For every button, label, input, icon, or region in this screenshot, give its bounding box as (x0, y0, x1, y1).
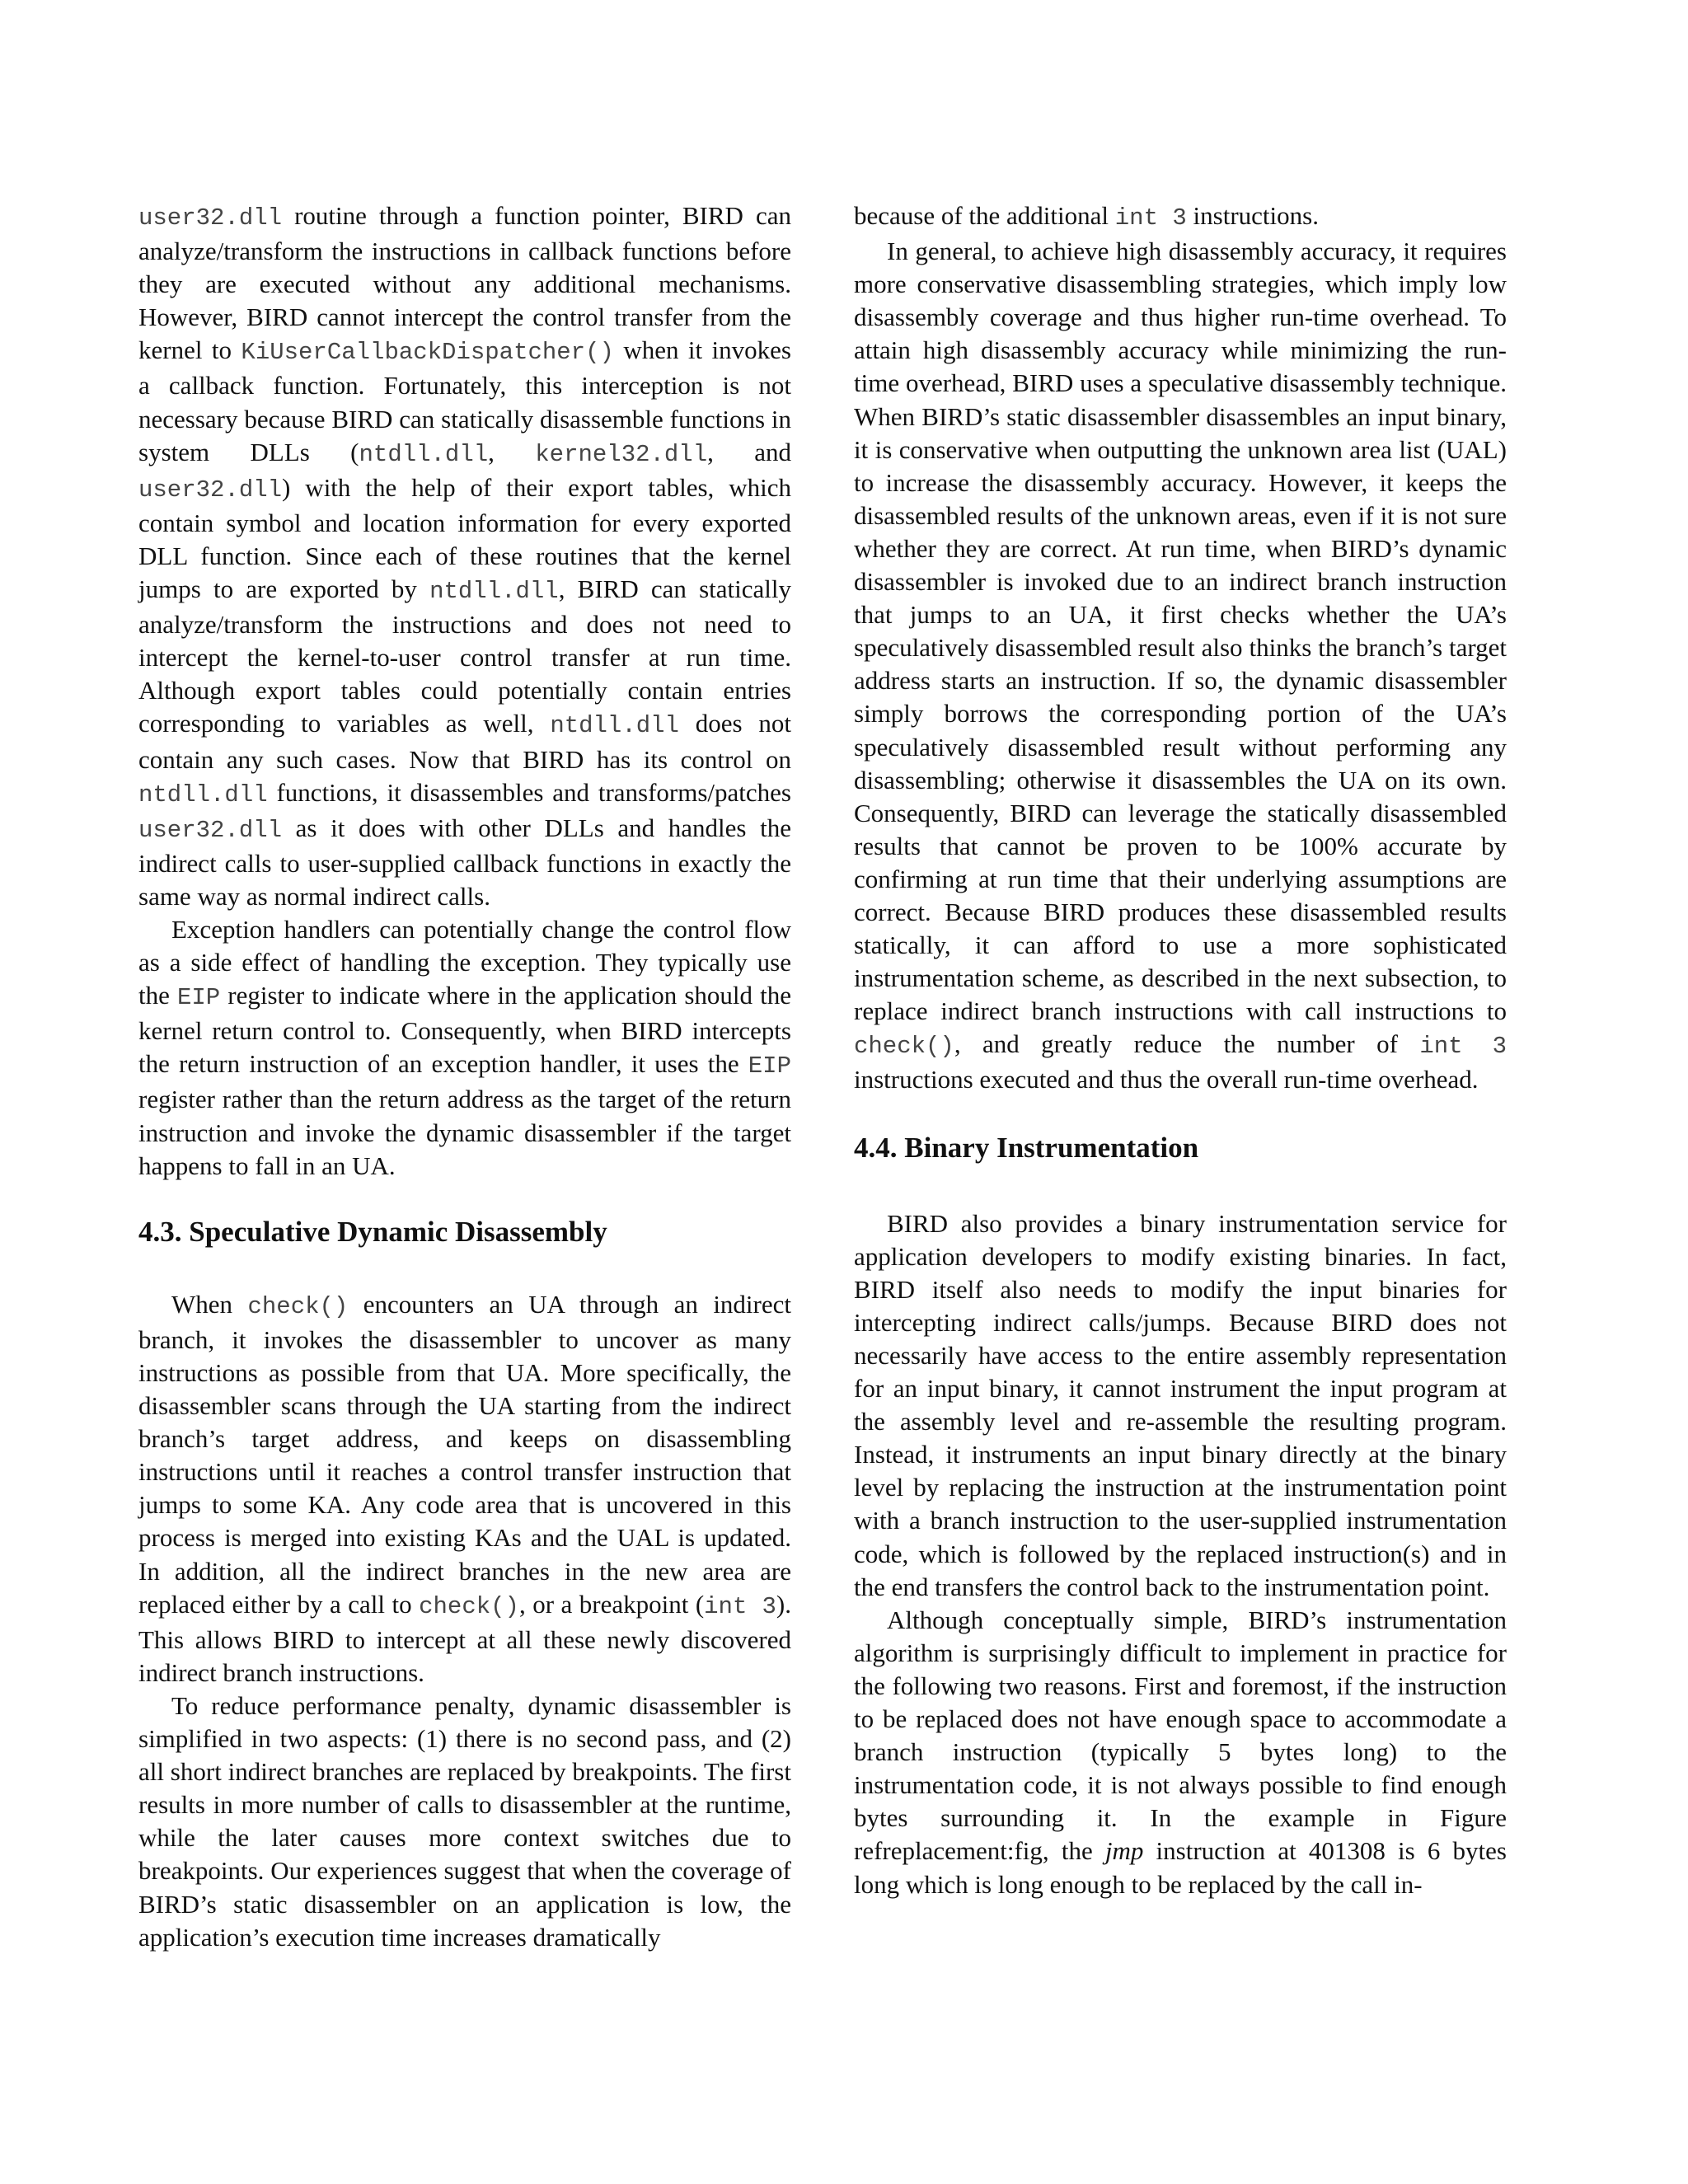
code-text: check() (247, 1292, 349, 1320)
code-text: check() (854, 1033, 954, 1061)
left-column (138, 199, 791, 1954)
code-text: int 3 (704, 1592, 776, 1620)
code-text: ntdll.dll (359, 440, 489, 468)
code-text: int 3 (1419, 1033, 1507, 1061)
paragraph-binary-instrumentation: BIRD also provides a binary instrumentation service for application developers to modify existing binaries. In fact, BIRD itself also needs to modify the input binaries for intercepting indirect calls/jumps. Because BIRD does not necessarily have access to the entire assembly representation for an input binary, it cannot instrument the input program at the assembly level and re-assemble the resulting program. Instead, it instruments an input binary directly at the binary level by replacing the instruction at the instrumentation point with a branch instruction to the user-supplied instrumentation code, which is followed by the replaced instruction(s) and in the end transfers the control back to the instrumentation point. (854, 1208, 1507, 1601)
paragraph-dynamic-disassembly: When check() encounters an UA through an indirect branch, it invokes the disassembler to uncover as many instructions as possible from that UA. More specifically, the disassembler scans through the UA starting from the indirect branch’s target address, and keeps on disassembling instructions until it reaches a control transfer instruction that jumps to some KA. Any code area that is uncovered in this process is merged into existing KAs and the UAL is updated. In addition, all the indirect branches in the new area are replaced either by a call to check(), or a breakpoint (int 3). This allows BIRD to intercept at all these newly discovered indirect branch instructions. (138, 1289, 791, 1687)
code-text: KiUserCallbackDispatcher() (241, 339, 614, 367)
code-text: kernel32.dll (535, 440, 708, 468)
paragraph-speculative-disassembly: In general, to achieve high disassembly accuracy, it requires more conservative disassembling strategies, which imply low disassembly coverage and thus higher run-time overhead. To attain high disassembly accuracy while minimizing the run-time overhead, BIRD uses a speculative disassembly technique. When BIRD’s static disassembler disassembles an input binary, it is conservative when outputting the unknown area list (UAL) to increase the disassembly accuracy. However, it keeps the disassembled results of the unknown areas, even if it is not sure whether they are correct. At run time, when BIRD’s dynamic disassembler is invoked due to an indirect branch instruction that jumps to an UA, it first checks whether the UA’s speculatively disassembled result also thinks the branch’s target address starts an instruction. If so, the dynamic disassembler simply borrows the corresponding portion of the UA’s speculatively disassembled result without performing any disassembling; otherwise it disassembles the UA on its own. Consequently, BIRD can leverage the statically disassembled results that cannot be proven to be 100% accurate by confirming at run time that their underlying assumptions are correct. Because BIRD produces these disassembled results statically, it can afford to use a more sophisticated instrumentation scheme, as described in the next subsection, to replace indirect branch instructions with call instructions to check(), and greatly reduce the number of int 3 instructions executed and thus the overall run-time overhead. (854, 237, 1507, 1094)
code-text: int 3 (1114, 204, 1187, 232)
code-text: user32.dll (138, 476, 283, 504)
paragraph-int3-continuation: because of the additional int 3 instructions. (854, 201, 1319, 232)
paragraph-performance-penalty: To reduce performance penalty, dynamic disassembler is simplified in two aspects: (1) there is no second pass, and (2) all short indirect branches are replaced by breakpoints. The first results in more number of calls to disassembler at the runtime, while the later causes more context switches due to breakpoints. Our experiences suggest that when the coverage of BIRD’s static disassembler on an application is low, the application’s execution time increases dramatically (138, 1690, 791, 1952)
code-text: user32.dll (138, 204, 283, 232)
code-text: check() (419, 1592, 519, 1620)
code-text: EIP (176, 984, 221, 1012)
code-text: ntdll.dll (138, 780, 268, 808)
code-text: ntdll.dll (429, 578, 559, 606)
italic-text: jmp (1104, 1836, 1144, 1866)
code-text: EIP (748, 1052, 791, 1080)
paragraph-exception-handlers: Exception handlers can potentially change the control flow as a side effect of handling the exception. They typically use the EIP register to indicate where in the application should the kernel return control to. Consequently, when BIRD intercepts the return instruction of an exception handler, it uses the EIP register rather than the return address as the target of the return instruction and invoke the dynamic disassembler if the target happens to fall in an UA. (138, 914, 791, 1180)
code-text: user32.dll (138, 816, 283, 844)
paragraph-callback-handling: user32.dll routine through a function pointer, BIRD can analyze/transform the instructions in callback functions before they are executed without any additional mechanisms. However, BIRD cannot intercept the control transfer from the kernel to KiUserCallbackDispatcher() when it invokes a callback function. Fortunately, this interception is not necessary because BIRD can statically disassemble functions in system DLLs (ntdll.dll, kernel32.dll, and user32.dll) with the help of their export tables, which contain symbol and location information for every exported DLL function. Since each of these routines that the kernel jumps to are exported by ntdll.dll, BIRD can statically analyze/transform the instructions and does not need to intercept the kernel-to-user control transfer at run time. Although export tables could potentially contain entries corresponding to variables as well, ntdll.dll does not contain any such cases. Now that BIRD has its control on ntdll.dll functions, it disassembles and transforms/patches user32.dll as it does with other DLLs and handles the indirect calls to user-supplied callback functions in exactly the same way as normal indirect calls. (138, 201, 792, 911)
section-heading-4-3: 4.3. Speculative Dynamic Disassembly (138, 1215, 607, 1248)
right-column (854, 199, 1507, 1901)
code-text: ntdll.dll (550, 712, 679, 740)
paragraph-instrumentation-algorithm: Although conceptually simple, BIRD’s instrumentation algorithm is surprisingly difficult to implement in practice for the following two reasons. First and foremost, if the instruction to be replaced does not have enough space to accommodate a branch instruction (typically 5 bytes long) to the instrumentation code, it is not always possible to find enough bytes surrounding it. In the example in Figure refreplacement:fig, the jmp instruction at 401308 is 6 bytes long which is long enough to be replaced by the call in- (854, 1605, 1507, 1899)
section-heading-4-4: 4.4. Binary Instrumentation (854, 1131, 1199, 1164)
